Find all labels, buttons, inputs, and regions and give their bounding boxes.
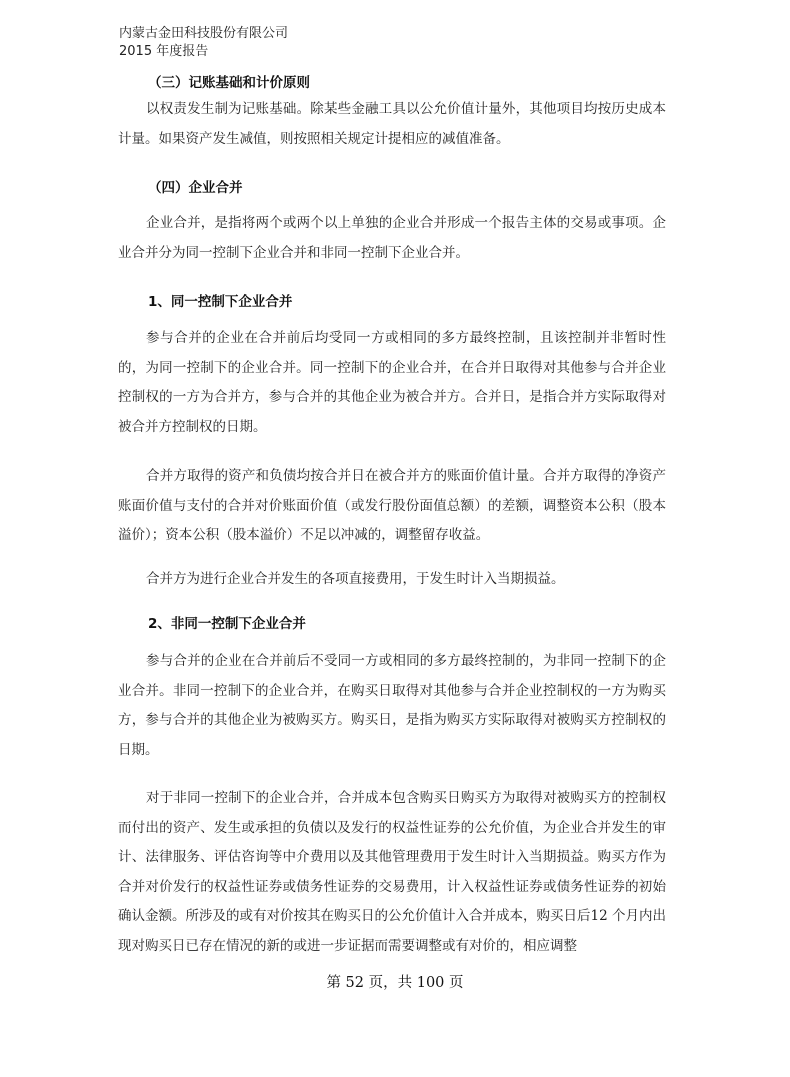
section-3-paragraph: 以权责发生制为记账基础。除某些金融工具以公允价值计量外，其他项目均按历史成本计量。如果资产发生减值，则按照相关规定计提相应的减值准备。 xyxy=(118,101,666,147)
page-number: 第 52 页，共 100 页 xyxy=(326,975,464,991)
header-company: 内蒙古金田科技股份有限公司 xyxy=(119,26,289,41)
subsection-1-paragraph-3: 合并方为进行企业合并发生的各项直接费用，于发生时计入当期损益。 xyxy=(146,571,565,587)
subsection-1-paragraph-1: 参与合并的企业在合并前后均受同一方或相同的多方最终控制，且该控制并非暂时性的，为同一控制下的企业合并。同一控制下的企业合并，在合并日取得对其他参与合并企业控制权的一方为合并方，参与合并的其他企业为被合并方。合并日，是指合并方实际取得对被合并方控制权的日期。 xyxy=(118,330,666,435)
subsection-2-paragraph-1: 参与合并的企业在合并前后不受同一方或相同的多方最终控制的，为非同一控制下的企业合并。非同一控制下的企业合并，在购买日取得对其他参与合并企业控制权的一方为购买方，参与合并的其他企业为被购买方。购买日，是指为购买方实际取得对被购买方控制权的日期。 xyxy=(118,653,666,758)
subsection-2-heading: 2、非同一控制下企业合并 xyxy=(148,616,306,632)
section-4-heading: （四）企业合并 xyxy=(148,180,243,196)
section-3-heading: （三）记账基础和计价原则 xyxy=(148,75,310,91)
subsection-1-heading: 1、同一控制下企业合并 xyxy=(148,294,293,310)
header-report-title: 2015 年度报告 xyxy=(119,44,209,59)
section-4-paragraph: 企业合并，是指将两个或两个以上单独的企业合并形成一个报告主体的交易或事项。企业合并分为同一控制下企业合并和非同一控制下企业合并。 xyxy=(118,215,666,261)
subsection-1-paragraph-2: 合并方取得的资产和负债均按合并日在被合并方的账面价值计量。合并方取得的净资产账面价值与支付的合并对价账面价值（或发行股份面值总额）的差额，调整资本公积（股本溢价）；资本公积（股本溢价）不足以冲减的，调整留存收益。 xyxy=(118,468,666,543)
subsection-2-paragraph-2: 对于非同一控制下的企业合并，合并成本包含购买日购买方为取得对被购买方的控制权而付出的资产、发生或承担的负债以及发行的权益性证券的公允价值，为企业合并发生的审计、法律服务、评估咨询等中介费用以及其他管理费用于发生时计入当期损益。购买方作为合并对价发行的权益性证券或债务性证券的交易费用，计入权益性证券或债务性证券的初始确认金额。所涉及的或有对价按其在购买日的公允价值计入合并成本，购买日后12 个月内出现对购买日已存在情况的新的或进一步证据而需要调整或有对价的，相应调整 xyxy=(118,790,666,954)
